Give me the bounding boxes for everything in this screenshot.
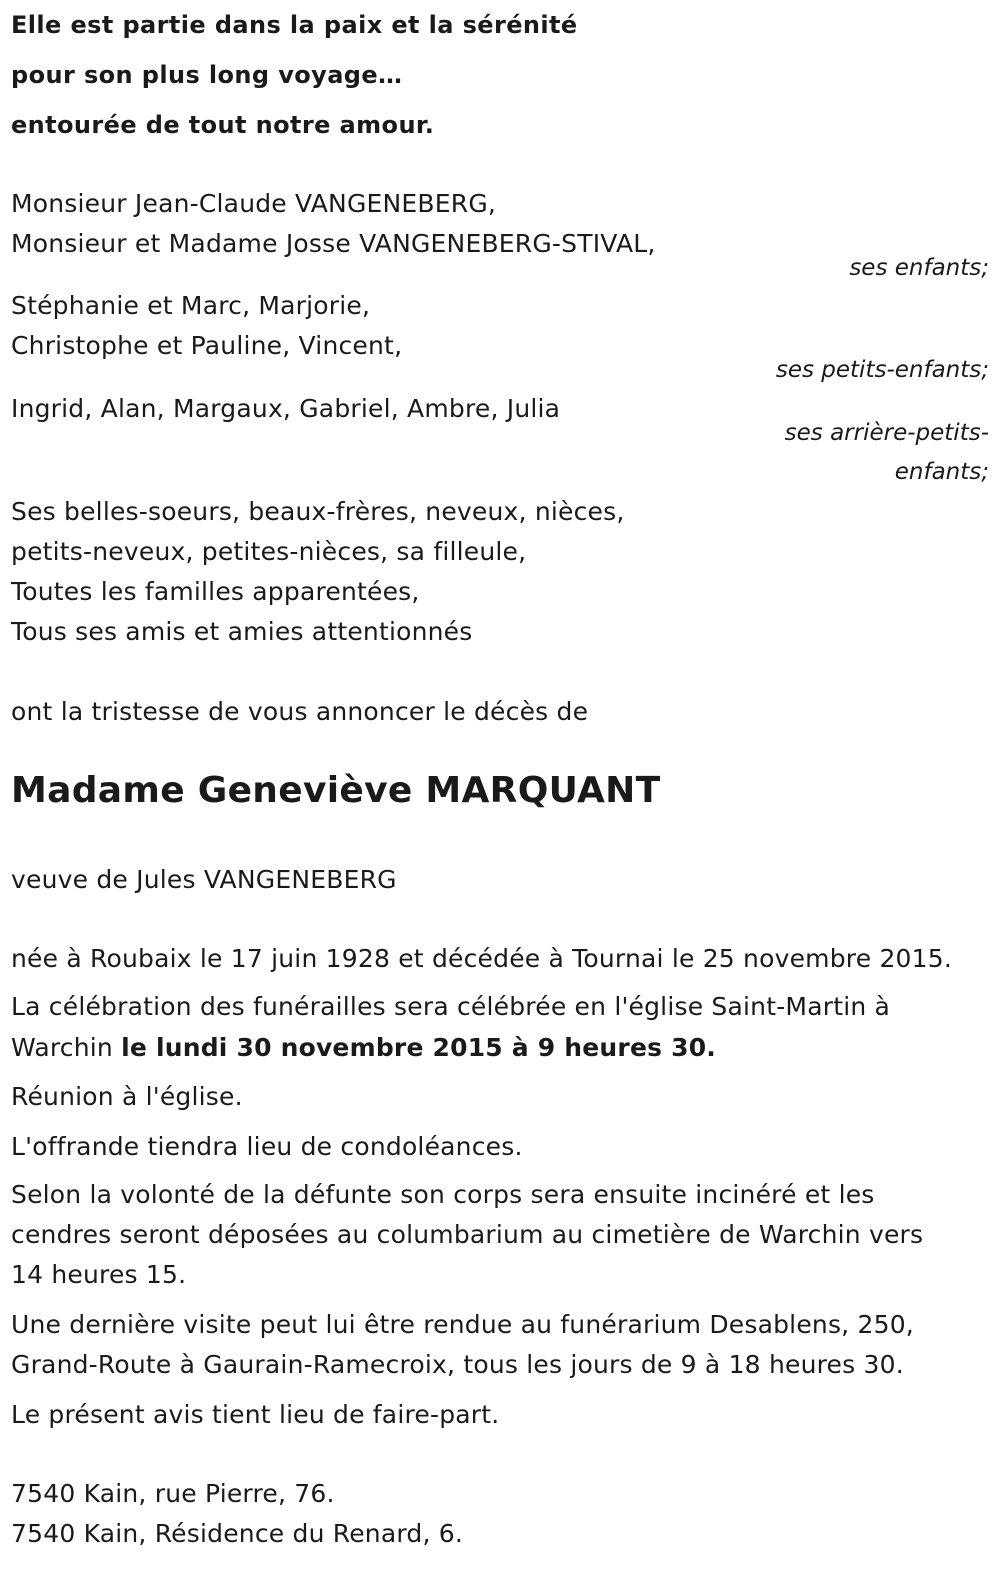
- funeral-line-1: La célébration des funérailles sera célébrée en l'église Saint-Martin à: [11, 992, 891, 1021]
- announcement: ont la tristesse de vous annoncer le décès de: [11, 697, 589, 726]
- address-2: 7540 Kain, Résidence du Renard, 6.: [11, 1519, 464, 1548]
- deceased-name: Madame Geneviève MARQUANT: [11, 770, 661, 811]
- cremation-line-1: Selon la volonté de la défunte son corps sera ensuite incinéré et les: [11, 1180, 875, 1209]
- grandchildren-label: ses petits-enfants;: [775, 357, 989, 383]
- intro-line-2: pour son plus long voyage…: [11, 61, 403, 89]
- visit-line-1: Une dernière visite peut lui être rendue au funérarium Desablens, 250,: [11, 1310, 914, 1339]
- great-grandchildren-label-2: enfants;: [894, 459, 989, 485]
- intro-line-3: entourée de tout notre amour.: [11, 111, 435, 139]
- relatives-line-1: Ses belles-soeurs, beaux-frères, neveux, nièces,: [11, 497, 625, 526]
- funeral-place: Warchin: [11, 1033, 122, 1062]
- birth-death: née à Roubaix le 17 juin 1928 et décédée à Tournai le 25 novembre 2015.: [11, 944, 953, 973]
- cremation-line-2: cendres seront déposées au columbarium au cimetière de Warchin vers: [11, 1220, 924, 1249]
- widow-of: veuve de Jules VANGENEBERG: [11, 865, 397, 894]
- great-grandchildren-line: Ingrid, Alan, Margaux, Gabriel, Ambre, Julia: [11, 394, 561, 423]
- intro-line-1: Elle est partie dans la paix et la sérénité: [11, 11, 578, 39]
- visit-line-2: Grand-Route à Gaurain-Ramecroix, tous les jours de 9 à 18 heures 30.: [11, 1350, 904, 1379]
- funeral-date: le lundi 30 novembre 2015 à 9 heures 30.: [121, 1033, 716, 1062]
- great-grandchildren-label-1: ses arrière-petits-: [784, 420, 989, 446]
- offering: L'offrande tiendra lieu de condoléances.: [11, 1132, 523, 1161]
- grandchild-line-2: Christophe et Pauline, Vincent,: [11, 331, 403, 360]
- address-1: 7540 Kain, rue Pierre, 76.: [11, 1479, 335, 1508]
- grandchild-line-1: Stéphanie et Marc, Marjorie,: [11, 291, 371, 320]
- relatives-line-3: Toutes les familles apparentées,: [11, 577, 420, 606]
- relatives-line-2: petits-neveux, petites-nièces, sa filleule,: [11, 537, 527, 566]
- child-line-1: Monsieur Jean-Claude VANGENEBERG,: [11, 189, 497, 218]
- meeting: Réunion à l'église.: [11, 1082, 243, 1111]
- funeral-line-2: [11, 1031, 716, 1065]
- relatives-line-4: Tous ses amis et amies attentionnés: [11, 617, 473, 646]
- child-line-2: Monsieur et Madame Josse VANGENEBERG-STIVAL,: [11, 229, 656, 258]
- cremation-line-3: 14 heures 15.: [11, 1260, 187, 1289]
- notice: Le présent avis tient lieu de faire-part.: [11, 1400, 500, 1429]
- children-label: ses enfants;: [849, 255, 989, 281]
